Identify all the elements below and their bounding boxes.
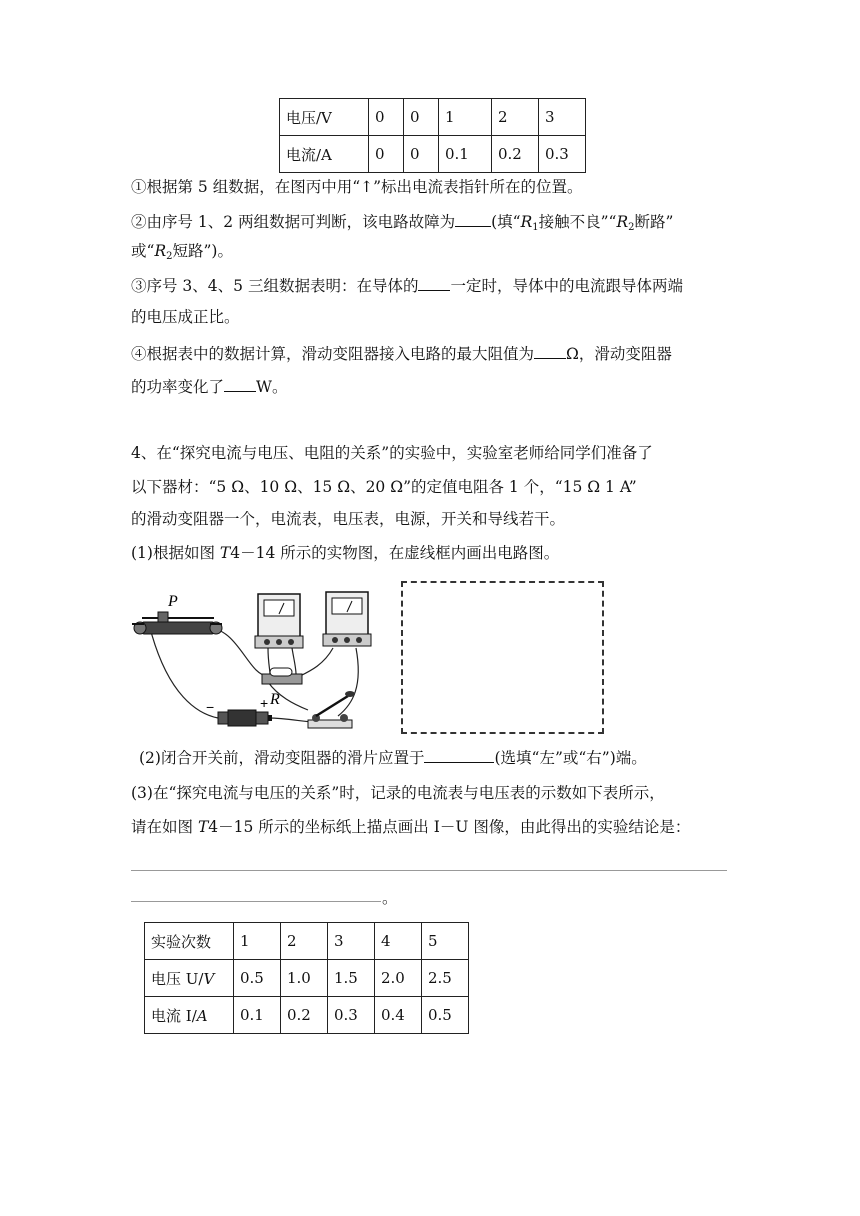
- voltmeter: [255, 594, 303, 648]
- table-row: [145, 997, 469, 1034]
- table-cell: 0.2: [281, 997, 328, 1034]
- table-header-cell: 实验次数: [145, 923, 234, 960]
- resistor-label-r: R: [270, 691, 280, 708]
- slider-label-p: P: [168, 593, 178, 610]
- table-cell: 电流/A: [280, 136, 369, 173]
- answer-blank[interactable]: [224, 375, 256, 392]
- table-cell: 0.3: [328, 997, 375, 1034]
- q3-item3-cont: 的电压成正比。: [131, 308, 240, 326]
- q4-part3-cont: 请在如图 T4－15 所示的坐标纸上描点画出 I－U 图像，由此得出的实验结论是：: [131, 818, 691, 836]
- table-header-cell: 3: [328, 923, 375, 960]
- circuit-apparatus-figure: [128, 586, 380, 742]
- table-cell: 电压/V: [280, 99, 369, 136]
- q4-part1: (1)根据如图 T4－14 所示的实物图，在虚线框内画出电路图。: [131, 544, 560, 562]
- battery-minus-label: −: [206, 699, 215, 715]
- wire: [292, 648, 296, 674]
- table-header-cell: 2: [281, 923, 328, 960]
- table-cell: 0: [369, 99, 404, 136]
- q3-item4-cont: 的功率变化了 W。: [131, 375, 287, 398]
- answer-blank[interactable]: [418, 274, 450, 291]
- answer-line[interactable]: [131, 901, 381, 902]
- table-cell: 1.5: [328, 960, 375, 997]
- battery-plus-label: +: [260, 695, 269, 711]
- table-cell: 0: [404, 99, 439, 136]
- wire: [268, 718, 314, 722]
- answer-line[interactable]: [131, 870, 727, 871]
- rheostat: [132, 612, 222, 634]
- table-row: [280, 136, 586, 173]
- q3-item4: ④根据表中的数据计算，滑动变阻器接入电路的最大阻值为 Ω，滑动变阻器: [131, 342, 672, 365]
- q4-intro-cont2: 的滑动变阻器一个，电流表，电压表，电源，开关和导线若干。: [131, 510, 566, 528]
- table-cell: 0.5: [234, 960, 281, 997]
- table-cell: 1: [439, 99, 492, 136]
- table-cell: 2: [492, 99, 539, 136]
- table-row: [145, 923, 469, 960]
- table-row: [145, 960, 469, 997]
- table-row: [280, 99, 586, 136]
- answer-blank[interactable]: [534, 342, 566, 359]
- table-cell: 0.5: [422, 997, 469, 1034]
- circuit-diagram-answer-box[interactable]: [401, 581, 604, 734]
- q4-intro-cont: 以下器材：“5 Ω、10 Ω、15 Ω、20 Ω”的定值电阻各 1 个，“15 Ω 1 A”: [131, 478, 637, 496]
- answer-blank[interactable]: [455, 210, 491, 227]
- experiment-data-table: [144, 922, 469, 1034]
- voltage-current-table-1: [279, 98, 586, 173]
- table-cell: 0.1: [234, 997, 281, 1034]
- table-header-cell: 1: [234, 923, 281, 960]
- switch: [308, 691, 355, 728]
- q4-part3: (3)在“探究电流与电压的关系”时，记录的电流表与电压表的示数如下表所示，: [131, 784, 665, 802]
- answer-blank[interactable]: [424, 746, 494, 763]
- table-header-cell: 4: [375, 923, 422, 960]
- q4-intro: 4、在“探究电流与电压、电阻的关系”的实验中，实验室老师给同学们准备了: [131, 444, 653, 462]
- table-cell: 电流 I/A: [145, 997, 234, 1034]
- q3-item2: ②由序号 1、2 两组数据可判断，该电路故障为 (填“$R_1$接触不良$”“R_2$断路”: [131, 210, 673, 239]
- table-cell: 电压 U/V: [145, 960, 234, 997]
- table-cell: 0.1: [439, 136, 492, 173]
- conclusion-period: 。: [382, 889, 398, 907]
- table-cell: 3: [539, 99, 586, 136]
- q3-item2-cont: 或“$R_2$短路”)。: [131, 242, 233, 262]
- table-cell: 2.5: [422, 960, 469, 997]
- table-cell: 0.3: [539, 136, 586, 173]
- table-cell: 0: [404, 136, 439, 173]
- table-cell: 1.0: [281, 960, 328, 997]
- q4-part2: (2)闭合开关前，滑动变阻器的滑片应置于 (选填“左”或“右”)端。: [139, 746, 647, 769]
- battery: [218, 710, 272, 726]
- wire: [338, 648, 358, 716]
- ammeter: [323, 592, 371, 646]
- table-header-cell: 5: [422, 923, 469, 960]
- table-cell: 0: [369, 136, 404, 173]
- table-cell: 2.0: [375, 960, 422, 997]
- q3-item1: ①根据第 5 组数据，在图丙中用“↑”标出电流表指针所在的位置。: [131, 178, 583, 196]
- table-cell: 0.4: [375, 997, 422, 1034]
- q3-item3: ③序号 3、4、5 三组数据表明：在导体的 一定时，导体中的电流跟导体两端: [131, 274, 683, 297]
- wire: [268, 648, 270, 674]
- table-cell: 0.2: [492, 136, 539, 173]
